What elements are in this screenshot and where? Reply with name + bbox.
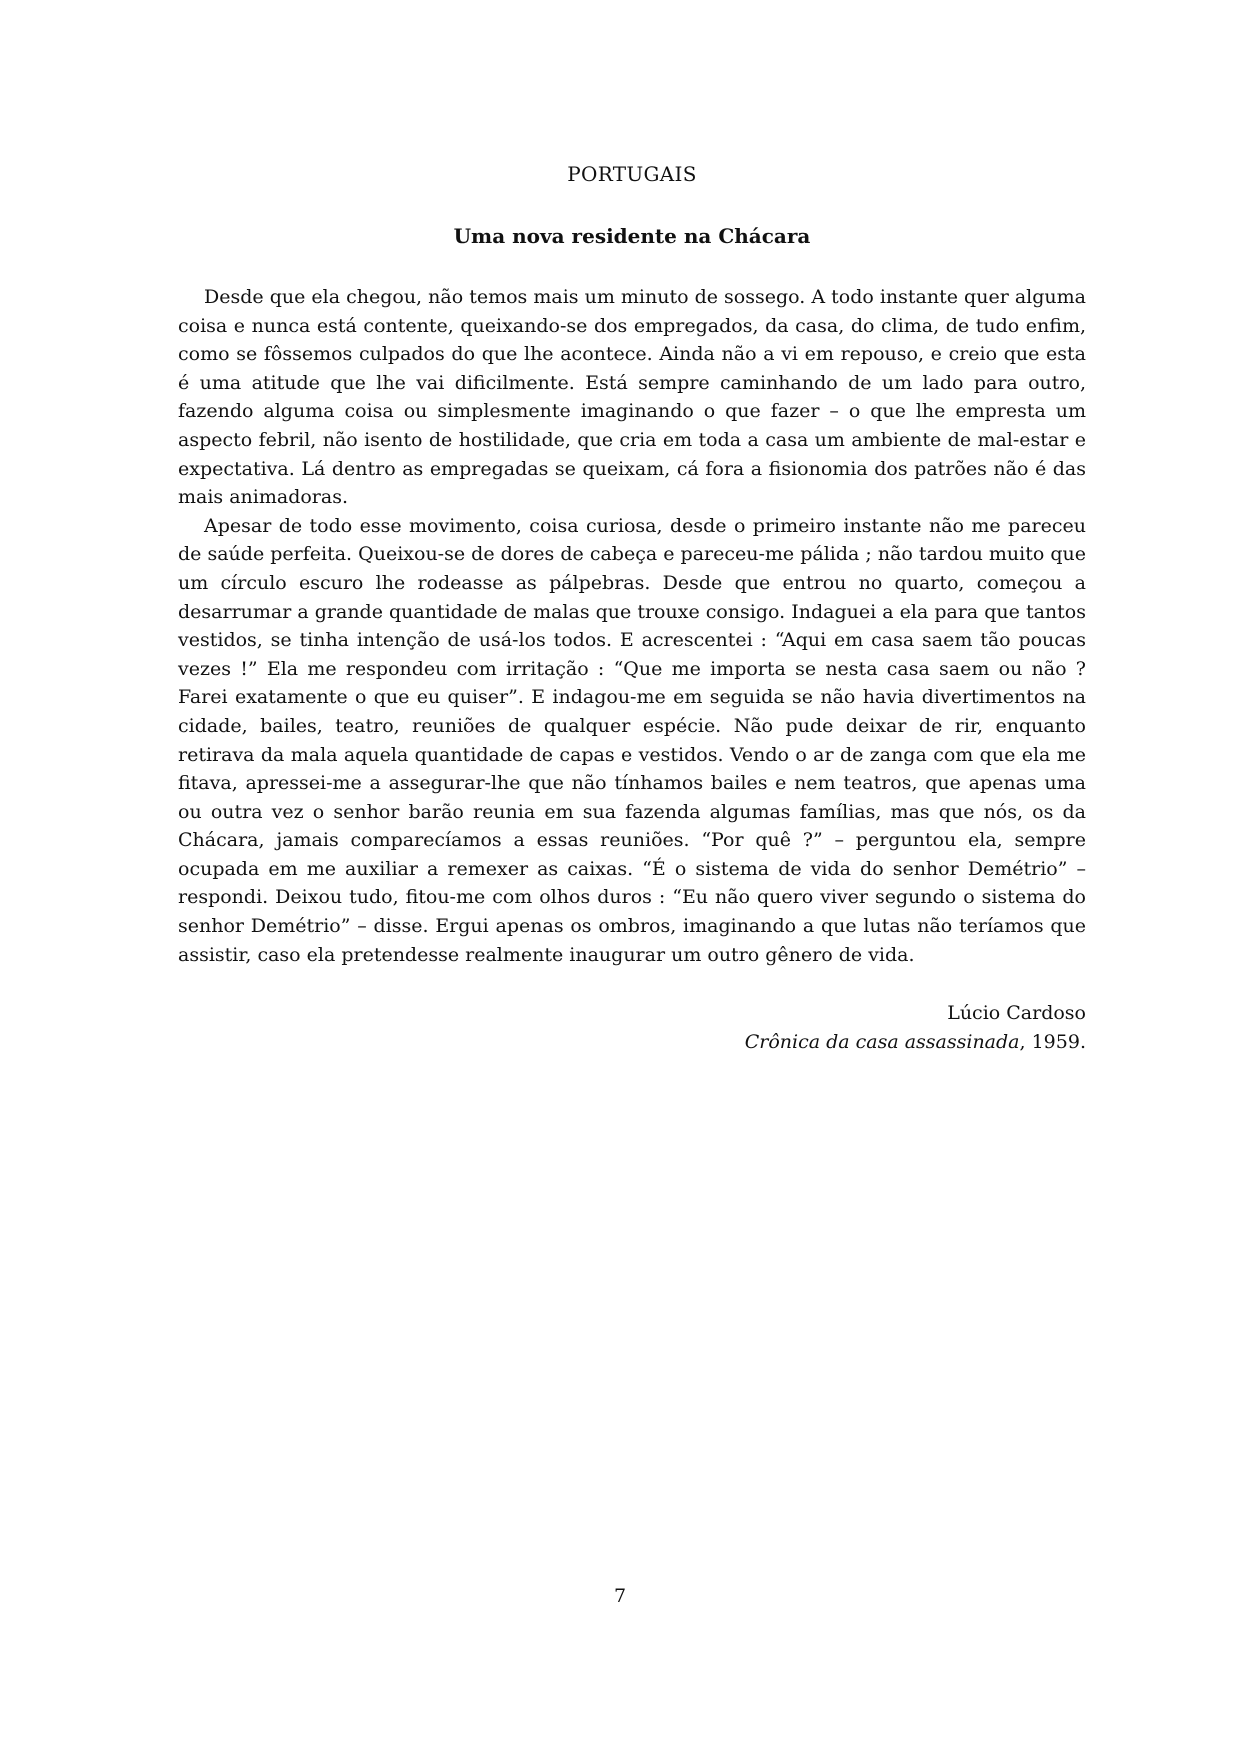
body-text: [178, 283, 1086, 969]
attribution-work-title: Crônica da casa assassinada: [744, 1031, 1020, 1054]
attribution-source: [178, 1028, 1086, 1057]
page-content: [178, 160, 1086, 1057]
page-number: 7: [613, 1585, 627, 1607]
document-title: Uma nova residente na Chácara: [453, 224, 811, 248]
attribution: [178, 999, 1086, 1057]
section-label: PORTUGAIS: [567, 162, 697, 186]
paragraph-2: Apesar de todo esse movimento, coisa curiosa, desde o primeiro instante não me pareceu de saúde perfeita. Queixou-se de dores de cabeça e pareceu-me pálida ; não tardou muito que um círculo escuro lhe rodeasse as pálpebras. Desde que entrou no quarto, começou a desarrumar a grande quantidade de malas que trouxe consigo. Indaguei a ela para que tantos vestidos, se tinha intenção de usá-los todos. E acrescentei : “Aqui em casa saem tão poucas vezes !” Ela me respondeu com irritação : “Que me importa se nesta casa saem ou não ? Farei exatamente o que eu quiser”. E indagou-me em seguida se não havia divertimentos na cidade, bailes, teatro, reuniões de qualquer espécie. Não pude deixar de rir, enquanto retirava da mala aquela quantidade de capas e vestidos. Vendo o ar de zanga com que ela me fitava, apressei-me a assegurar-lhe que não tínhamos bailes e nem teatros, que apenas uma ou outra vez o senhor barão reunia em sua fazenda algumas famílias, mas que nós, os da Chácara, jamais comparecíamos a essas reuniões. “Por quê ?” – perguntou ela, sempre ocupada em me auxiliar a remexer as caixas. “É o sistema de vida do senhor Demétrio” – respondi. Deixou tudo, fitou-me com olhos duros : “Eu não quero viver segundo o sistema do senhor Demétrio” – disse. Ergui apenas os ombros, imaginando a que lutas não teríamos que assistir, caso ela pretendesse realmente inaugurar um outro gênero de vida.: [178, 514, 1086, 966]
attribution-year: , 1959.: [1019, 1031, 1086, 1054]
attribution-author: Lúcio Cardoso: [947, 1002, 1086, 1025]
paragraph-1: Desde que ela chegou, não temos mais um minuto de sossego. A todo instante quer alguma coisa e nunca está contente, queixando-se dos empregados, da casa, do clima, de tudo enfim, como se fôssemos culpados do que lhe acontece. Ainda não a vi em repouso, e creio que esta é uma atitude que lhe vai dificilmente. Está sempre caminhando de um lado para outro, fazendo alguma coisa ou simplesmente imaginando o que fazer – o que lhe empresta um aspecto febril, não isento de hostilidade, que cria em toda a casa um ambiente de mal-estar e expectativa. Lá dentro as empregadas se queixam, cá fora a fisionomia dos patrões não é das mais animadoras.: [178, 286, 1086, 509]
